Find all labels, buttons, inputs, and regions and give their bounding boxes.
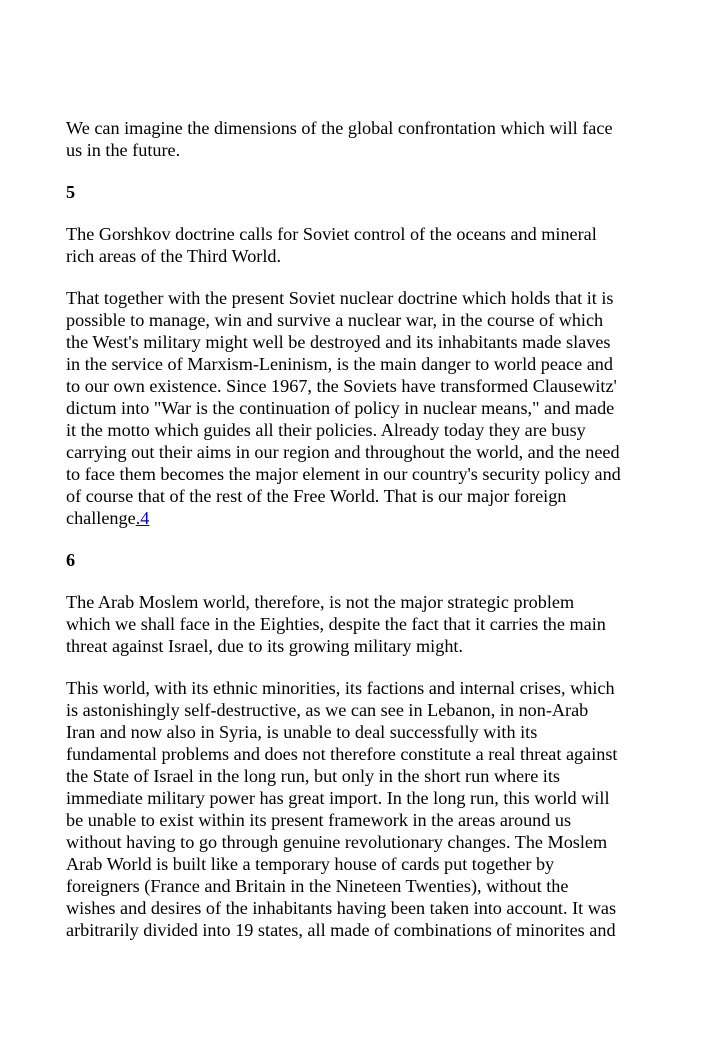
document-body [66, 117, 656, 961]
paragraph-soviet-nuclear-doctrine [66, 287, 656, 529]
footnote-link-4[interactable]: .4 [135, 508, 150, 528]
paragraph-global-confrontation: We can imagine the dimensions of the global confrontation which will face us in the future. [66, 118, 613, 160]
section-number-6: 6 [66, 550, 76, 570]
paragraph-ethnic-minorities: This world, with its ethnic minorities, its factions and internal crises, which is astonishingly self-destructive, as we can see in Lebanon, in non-Arab Iran and now also in Syria, is unable to deal successfully with its fundamental problems and does not therefore constitute a real threat against the State of Israel in the long run, but only in the short run where its immediate military power has great import. In the long run, this world will be unable to exist within its present framework in the areas around us without having to go through genuine revolutionary changes. The Moslem Arab World is built like a temporary house of cards put together by foreigners (France and Britain in the Nineteen Twenties), without the wishes and desires of the inhabitants having been taken into account. It was arbitrarily divided into 19 states, all made of combinations of minorites and [66, 678, 618, 940]
paragraph-soviet-nuclear-doctrine-text: That together with the present Soviet nuclear doctrine which holds that it is possible to manage, win and survive a nuclear war, in the course of which the West's military might well be destroyed and its inhabitants made slaves in the service of Marxism-Leninism, is the main danger to world peace and to our own existence. Since 1967, the Soviets have transformed Clausewitz' dictum into "War is the continuation of policy in nuclear means," and made it the motto which guides all their policies. Already today they are busy carrying out their aims in our region and throughout the world, and the need to face them becomes the major element in our country's security policy and of course that of the rest of the Free World. That is our major foreign challenge [66, 288, 621, 528]
section-number-5: 5 [66, 182, 76, 202]
paragraph-gorshkov-doctrine: The Gorshkov doctrine calls for Soviet control of the oceans and mineral rich areas of the Third World. [66, 224, 597, 266]
paragraph-arab-moslem-world: The Arab Moslem world, therefore, is not the major strategic problem which we shall face in the Eighties, despite the fact that it carries the main threat against Israel, due to its growing military might. [66, 592, 606, 656]
